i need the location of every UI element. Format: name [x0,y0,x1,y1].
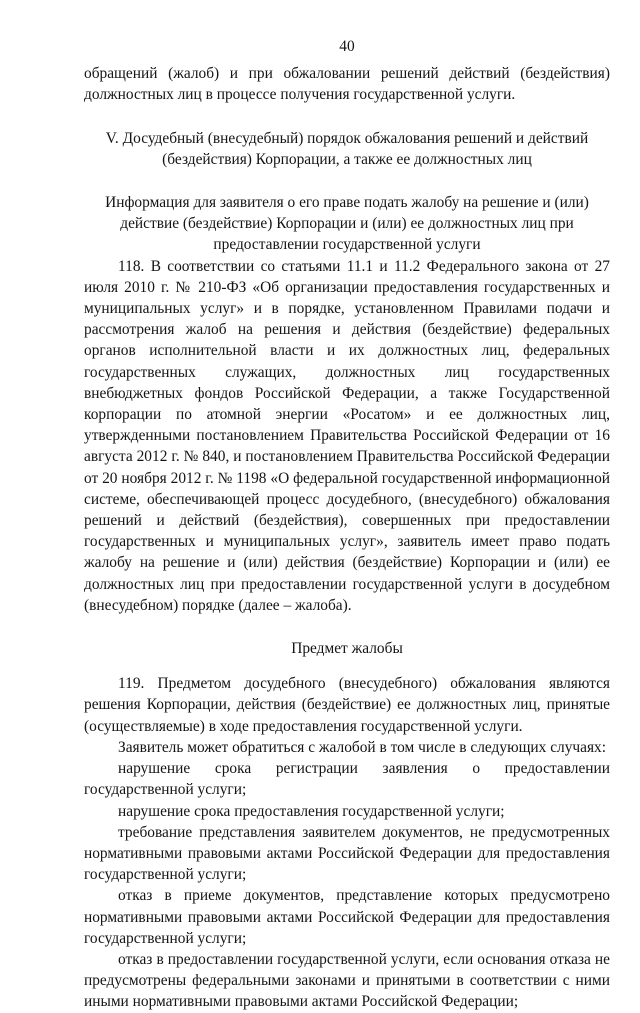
info-heading: Информация для заявителя о его праве подать жалобу на решение и (или) действие (бездействие) Корпорации и (или) ее должностных лиц при предоставлении государственной услуги [105,194,589,254]
cases-intro: Заявитель может обратиться с жалобой в том числе в следующих случаях: [118,738,607,756]
subject-heading: Предмет жалобы [291,640,403,658]
intro-paragraph: обращений (жалоб) и при обжаловании решений действий (бездействия) должностных лиц в процессе получения государственной услуги. [84,65,610,104]
case-item: нарушение срока регистрации заявления о предоставлении государственной услуги; [84,760,610,799]
paragraph-119: 119. Предметом досудебного (внесудебного) обжалования являются решения Корпорации, действия (бездействие) ее должностных лиц, принятые (осуществляемые) в ходе предоставления государственной услуги. [84,675,610,735]
page-number: 40 [339,38,355,55]
case-item: нарушение срока предоставления государственной услуги; [118,802,505,820]
paragraph-118: 118. В соответствии со статьями 11.1 и 11.2 Федерального закона от 27 июля 2010 г. № 210-ФЗ «Об организации предоставления государственных и муниципальных услуг» и в порядке, установленном Правилами подачи и рассмотрения жалоб на решения и действия (бездействие) федеральных органов исполнительной власти и их должностных лиц, федеральных государственных служащих, должностных лиц государственных внебюджетных фондов Российской Федерации, а также Государственной корпорации по атомной энергии «Росатом» и ее должностных лиц, утвержденными постановлением Правительства Российской Федерации от 16 августа 2012 г. № 840, и постановлением Правительства Российской Федерации от 20 ноября 2012 г. № 1198 «О федеральной государственной информационной системе, обеспечивающей процесс досудебного, (внесудебного) обжалования решений и действий (бездействия), совершенных при предоставлении государственных и муниципальных услуг», заявитель имеет право подать жалобу на решение и (или) действия (бездействие) Корпорации и (или) ее должностных лиц при предоставлении государственной услуги в досудебном (внесудебном) порядке (далее – жалоба). [84,257,610,614]
case-item: отказ в предоставлении государственной услуги, если основания отказа не предусмотрены федеральными законами и принятыми в соответствии с ними иными нормативными правовыми актами Российской Федерации; [84,950,610,1011]
section-title: V. Досудебный (внесудебный) порядок обжалования решений и действий (бездействия) Корпорации, а также ее должностных лиц [105,129,589,168]
document-page [84,36,610,1013]
case-item: требование представления заявителем документов, не предусмотренных нормативными правовыми актами Российской Федерации для предоставления государственной услуги; [84,823,610,884]
case-item: отказ в приеме документов, представление которых предусмотрено нормативными правовыми актами Российской Федерации для предоставления государственной услуги; [84,887,610,947]
